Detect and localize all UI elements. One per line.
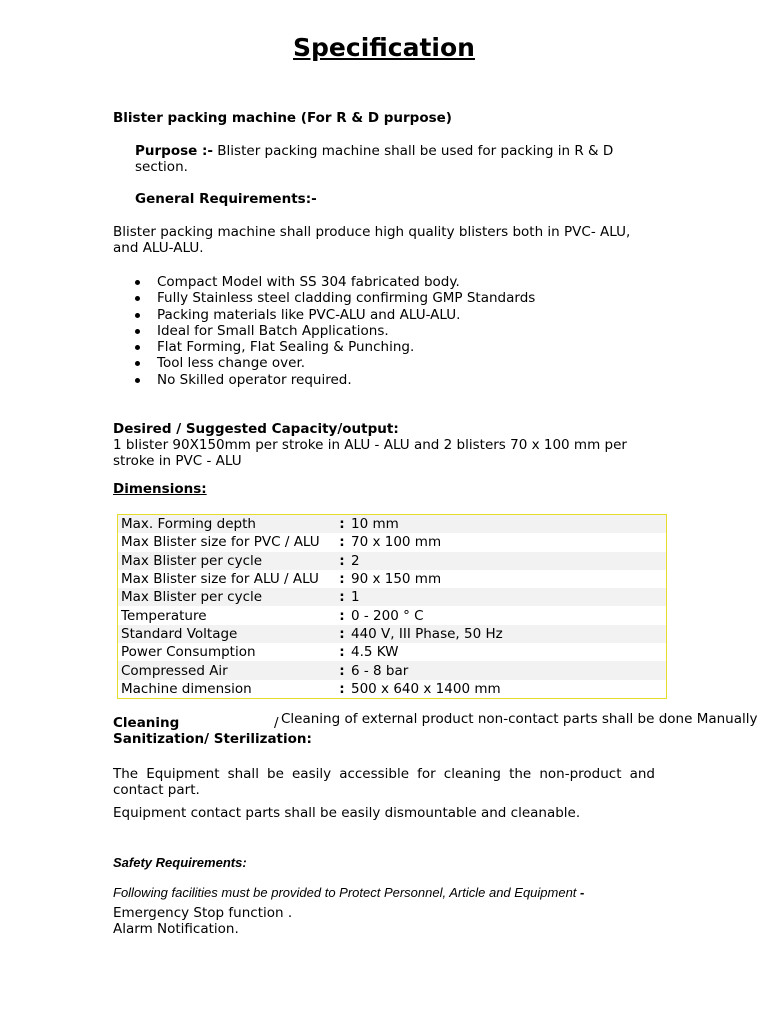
general-intro-line-2: and ALU-ALU. — [113, 240, 204, 256]
safety-intro-line — [113, 885, 584, 901]
page-title: Specification — [293, 33, 475, 62]
dim-separator: : — [336, 661, 348, 679]
table-row — [118, 552, 667, 570]
dim-value: 440 V, III Phase, 50 Hz — [348, 625, 667, 643]
feature-item: Tool less change over. — [113, 355, 535, 371]
table-row — [118, 606, 667, 624]
cleaning-slash: / — [274, 715, 279, 731]
dim-value: 2 — [348, 552, 667, 570]
feature-item: Compact Model with SS 304 fabricated body. — [113, 274, 535, 290]
table-row — [118, 643, 667, 661]
dim-label: Temperature — [118, 606, 337, 624]
feature-item: Flat Forming, Flat Sealing & Punching. — [113, 339, 535, 355]
safety-intro: Following facilities must be provided to Protect Personnel, Article and Equipment — [113, 885, 577, 900]
dim-value: 6 - 8 bar — [348, 661, 667, 679]
dim-separator: : — [336, 588, 348, 606]
dim-value: 70 x 100 mm — [348, 533, 667, 551]
dim-separator: : — [336, 515, 348, 534]
table-row — [118, 515, 667, 534]
dim-label: Power Consumption — [118, 643, 337, 661]
feature-item: Fully Stainless steel cladding confirming GMP Standards — [113, 290, 535, 306]
dimensions-heading: Dimensions: — [113, 481, 207, 497]
safety-item: Alarm Notification. — [113, 921, 239, 937]
cleaning-para-1-line-2: contact part. — [113, 782, 200, 798]
capacity-line-2: stroke in PVC - ALU — [113, 453, 242, 469]
dim-label: Max. Forming depth — [118, 515, 337, 534]
safety-heading: Safety Requirements: — [113, 855, 247, 870]
capacity-heading: Desired / Suggested Capacity/output: — [113, 421, 399, 437]
cleaning-heading-line-1: Cleaning — [113, 715, 180, 731]
dim-separator: : — [336, 625, 348, 643]
dim-value: 500 x 640 x 1400 mm — [348, 680, 667, 699]
dim-label: Max Blister per cycle — [118, 588, 337, 606]
dim-label: Max Blister size for PVC / ALU — [118, 533, 337, 551]
dim-value: 10 mm — [348, 515, 667, 534]
table-row — [118, 533, 667, 551]
dim-label: Standard Voltage — [118, 625, 337, 643]
safety-intro-dash: - — [576, 885, 585, 900]
dim-separator: : — [336, 533, 348, 551]
dim-separator: : — [336, 552, 348, 570]
table-row — [118, 680, 667, 699]
dim-value: 1 — [348, 588, 667, 606]
cleaning-para-2: Equipment contact parts shall be easily dismountable and cleanable. — [113, 805, 581, 821]
features-list — [113, 274, 535, 388]
feature-item: Ideal for Small Batch Applications. — [113, 323, 535, 339]
dim-value: 90 x 150 mm — [348, 570, 667, 588]
general-intro-line-1: Blister packing machine shall produce high quality blisters both in PVC- ALU, — [113, 224, 631, 240]
purpose-line-2: section. — [135, 159, 188, 175]
dim-separator: : — [336, 570, 348, 588]
table-row — [118, 588, 667, 606]
feature-item: No Skilled operator required. — [113, 372, 535, 388]
dim-label: Compressed Air — [118, 661, 337, 679]
purpose-label: Purpose :- — [135, 143, 213, 159]
dim-separator: : — [336, 606, 348, 624]
cleaning-para-1-line-1: The Equipment shall be easily accessible for cleaning the non-product and — [113, 766, 655, 782]
dim-label: Max Blister per cycle — [118, 552, 337, 570]
dim-value: 0 - 200 ° C — [348, 606, 667, 624]
dim-separator: : — [336, 680, 348, 699]
purpose-line-1 — [135, 143, 613, 159]
general-requirements-heading: General Requirements:- — [135, 191, 317, 207]
dim-separator: : — [336, 643, 348, 661]
cleaning-heading-line-2: Sanitization/ Sterilization: — [113, 731, 312, 747]
dim-label: Machine dimension — [118, 680, 337, 699]
safety-item: Emergency Stop function . — [113, 905, 293, 921]
cleaning-note: Cleaning of external product non-contact parts shall be done Manually — [281, 711, 758, 727]
dimensions-table — [117, 514, 667, 699]
capacity-line-1: 1 blister 90X150mm per stroke in ALU - ALU and 2 blisters 70 x 100 mm per — [113, 437, 627, 453]
purpose-text: Blister packing machine shall be used for packing in R & D — [217, 143, 614, 159]
table-row — [118, 570, 667, 588]
feature-item: Packing materials like PVC-ALU and ALU-ALU. — [113, 307, 535, 323]
table-row — [118, 661, 667, 679]
dim-value: 4.5 KW — [348, 643, 667, 661]
dim-label: Max Blister size for ALU / ALU — [118, 570, 337, 588]
table-row — [118, 625, 667, 643]
machine-heading: Blister packing machine (For R & D purpose) — [113, 110, 452, 126]
